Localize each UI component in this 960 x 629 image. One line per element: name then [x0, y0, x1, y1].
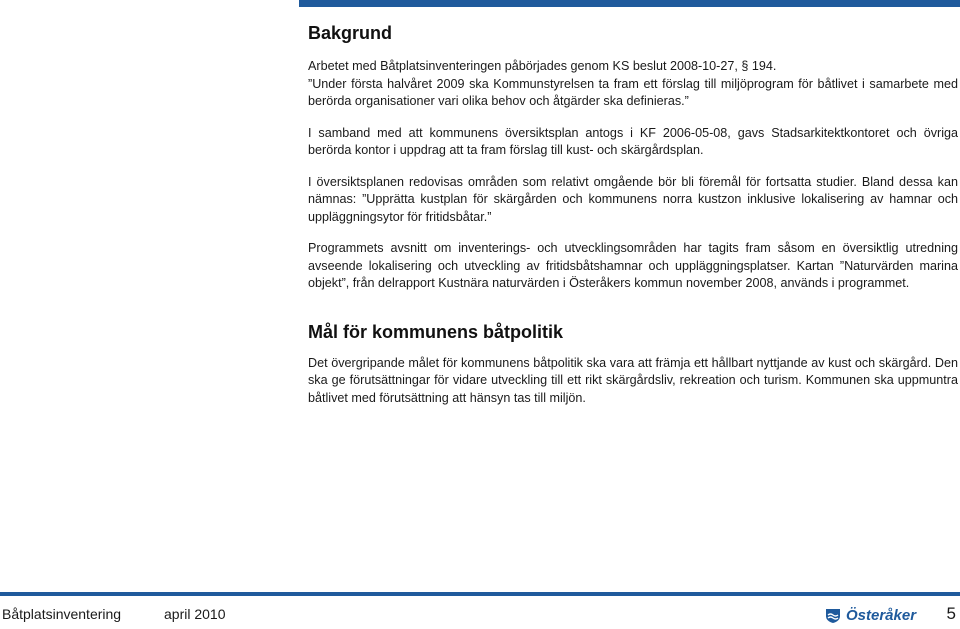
paragraph-line: Arbetet med Båtplatsinventeringen påbörjades genom KS beslut 2008-10-27, § 194. [308, 59, 777, 73]
paragraph-background-intro [308, 58, 958, 111]
paragraph-studier: I översiktsplanen redovisas områden som relativt omgående bör bli föremål för fortsatta studier. Bland dessa kan nämnas: ”Upprätta kustplan för skärgården och kommunens norra kustzon inklusive lokalisering av hamnar och uppläggningsytor för fritidsbåtar.” [308, 174, 958, 224]
logo-text: Österåker [846, 606, 917, 624]
paragraph-programmet: Programmets avsnitt om inventerings- och utvecklingsområden har tagits fram såsom en översiktlig utredning avseende lokalisering och utveckling av fritidsbåtshamnar och uppläggningsplatser. Kartan ”Naturvärden marina objekt”, från delrapport Kustnära naturvärden i Österåkers kommun november 2008, används i programmet. [308, 241, 958, 290]
paragraph-mal: Det övergripande målet för kommunens båtpolitik ska vara att främja ett hållbart nyttjande av kust och skärgård. Den ska ge förutsättningar för vidare utveckling till ett rikt skärgårdsliv, rekreation och turism. Kommunen ska uppmuntra båtlivet med förutsättning att hänsyn tas till miljön. [308, 355, 958, 405]
emblem-icon [824, 606, 842, 624]
paragraph-oversiktsplan: I samband med att kommunens översiktsplan antogs i KF 2006-05-08, gavs Stadsarkitektkontoret och övriga berörda kontor i uppdrag att ta fram förslag till kust- och skärgårdsplan. [308, 125, 958, 157]
footer-rule [0, 592, 960, 596]
footer-document-title: Båtplatsinventering [2, 606, 122, 622]
footer-date: april 2010 [164, 606, 226, 622]
quote-text: ”Under första halvåret 2009 ska Kommunstyrelsen ta fram ett förslag till miljöprogram för båtlivet i samarbete med berörda organisationer vari olika behov och åtgärder ska definieras.” [308, 76, 958, 108]
document-body [308, 22, 958, 407]
section-heading-mal: Mål för kommunens båtpolitik [308, 321, 564, 342]
page-number: 5 [946, 604, 956, 623]
section-heading-bakgrund: Bakgrund [308, 23, 393, 43]
osteraker-logo [824, 604, 916, 626]
page-footer [0, 604, 960, 626]
header-rule [299, 0, 960, 7]
